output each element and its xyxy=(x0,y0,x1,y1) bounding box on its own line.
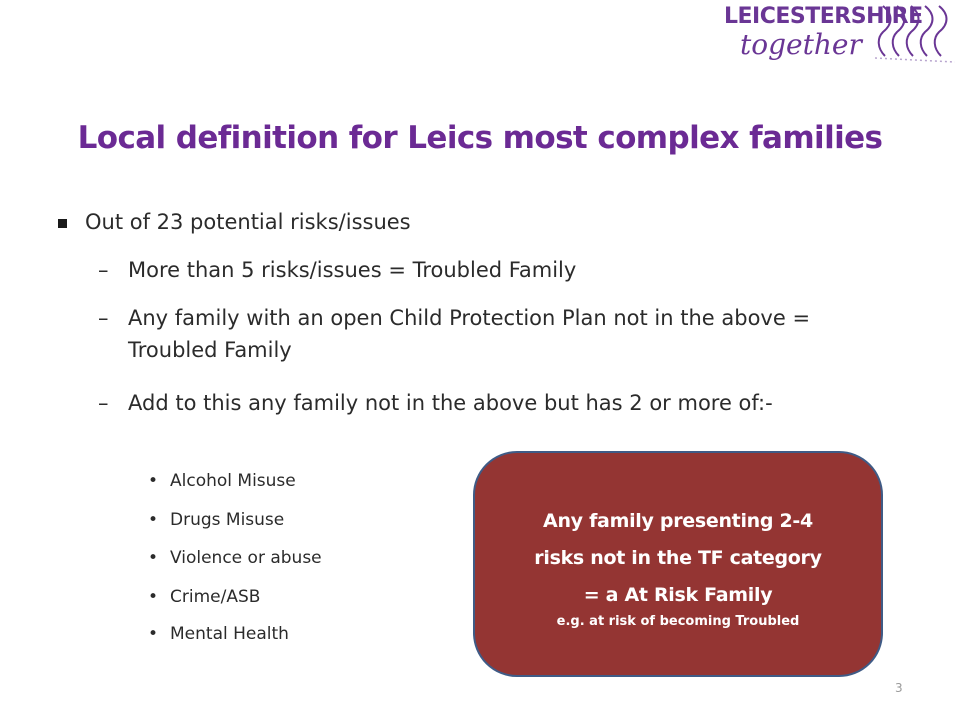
list-item-text: Mental Health xyxy=(170,624,289,644)
list-item-text: Drugs Misuse xyxy=(170,510,285,530)
callout-main-text xyxy=(475,503,881,614)
bullet-main-text: Out of 23 potential risks/issues xyxy=(85,210,411,234)
dash-bullet-icon: – xyxy=(98,306,109,330)
callout-line-3: = a At Risk Family xyxy=(583,584,773,606)
logo-waves-icon xyxy=(875,0,960,66)
logo xyxy=(700,0,960,70)
sub-bullet-text: More than 5 risks/issues = Troubled Family xyxy=(128,258,577,282)
callout-line-1: Any family presenting 2-4 xyxy=(543,510,813,532)
callout-note: e.g. at risk of becoming Troubled xyxy=(556,614,800,629)
page-number: 3 xyxy=(895,681,903,695)
dot-bullet-icon: • xyxy=(148,624,159,644)
list-item-text: Crime/ASB xyxy=(170,587,261,607)
dot-bullet-icon: • xyxy=(148,587,159,607)
list-item-text: Violence or abuse xyxy=(170,548,322,568)
dash-bullet-icon: – xyxy=(98,258,109,282)
sub-bullet-text: Add to this any family not in the above but has 2 or more of:- xyxy=(128,391,773,415)
list-item-text: Alcohol Misuse xyxy=(170,471,296,491)
logo-wordmark: LEICESTERSHIRE xyxy=(724,4,923,29)
slide-title: Local definition for Leics most complex families xyxy=(77,120,883,156)
dot-bullet-icon: • xyxy=(148,548,159,568)
dot-bullet-icon: • xyxy=(148,471,159,491)
square-bullet-icon xyxy=(58,219,67,228)
dash-bullet-icon: – xyxy=(98,391,109,415)
at-risk-callout xyxy=(473,451,883,677)
logo-script-text: together xyxy=(740,28,862,61)
dot-bullet-icon: • xyxy=(148,510,159,530)
sub-bullet-text: Any family with an open Child Protection Plan not in the above = Troubled Family xyxy=(128,306,811,362)
callout-line-2: risks not in the TF category xyxy=(534,547,822,569)
